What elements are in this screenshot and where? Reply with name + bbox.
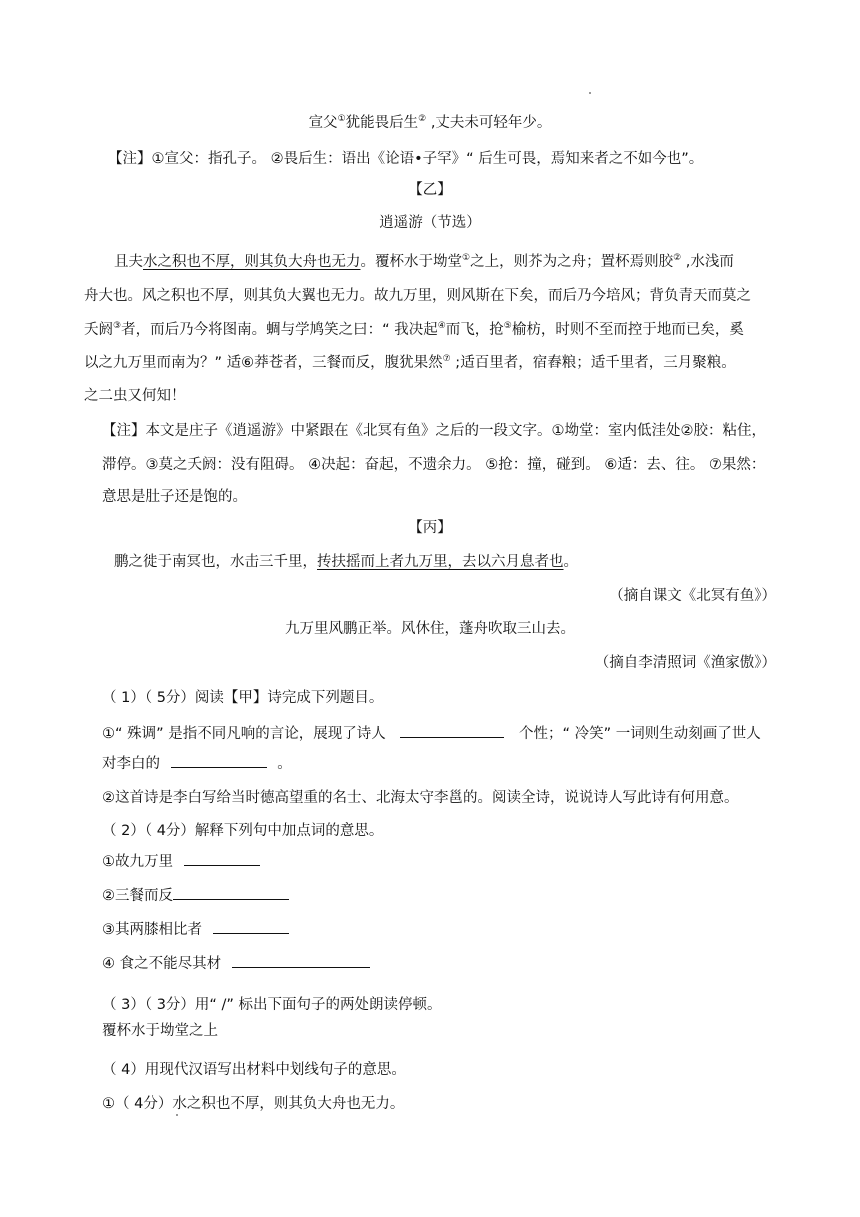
note-line: 意思是肚子还是饱的。 xyxy=(102,489,247,505)
poem-text-c: ,丈夫未可轻年少。 xyxy=(426,115,552,131)
text-title: 逍遥游（节选） xyxy=(379,215,481,231)
footnote-mark: ③ xyxy=(113,321,122,332)
poem-line xyxy=(0,113,860,133)
scan-dot xyxy=(589,92,591,94)
question-2-item: ②三餐而反 xyxy=(102,885,289,906)
question-2-title: （ 2）（ 4分）解释下列句中加点词的意思。 xyxy=(102,823,384,839)
footnote-mark: ② xyxy=(418,114,427,125)
footnote-mark: ⑦ xyxy=(442,354,451,365)
paragraph-line: 鹏之徙于南冥也，水击三千里，抟扶摇而上者九万里，去以六月息者也。 xyxy=(114,554,578,570)
question-2-item: ④ 食之不能尽其材 xyxy=(102,953,370,974)
paragraph-line: 以之九万里而南为？” 适⑥莽苍者，三餐而反，腹犹果然⑦ ;适百里者，宿舂粮；适千里者，三月聚粮。 xyxy=(84,354,736,371)
underlined-sentence: 水之积也不厚，则其负大舟也无力 xyxy=(143,254,361,270)
answer-blank[interactable] xyxy=(213,919,289,934)
footnote-mark: ⑤ xyxy=(503,321,512,332)
section-heading-yi: 【乙】 xyxy=(408,182,452,198)
answer-blank[interactable] xyxy=(400,723,504,738)
question-1-part-1-cont: 对李白的 。 xyxy=(102,753,292,774)
source-citation: （摘自李清照词《渔家傲》） xyxy=(594,655,776,671)
paragraph-line: 夭阏③者，而后乃今将图南。蜩与学鸠笑之曰：“ 我决起④而飞，抢⑤榆枋，时则不至而控于地而已矣，奚 xyxy=(84,321,744,338)
note-line: 滞停。③莫之夭阏：没有阻碍。 ④决起：奋起，不遗余力。 ⑤抢：撞，碰到。 ⑥适：去、往。 ⑦果然： xyxy=(102,457,766,473)
underlined-sentence: 抟扶摇而上者九万里，去以六月息者也 xyxy=(317,554,564,570)
footnote-mark: ① xyxy=(462,253,471,264)
paragraph-line: 且夫水之积也不厚，则其负大舟也无力。覆杯水于坳堂①之上，则芥为之舟；置杯焉则胶② ,水浅而 xyxy=(114,253,734,270)
poem-note: 【注】①宣父：指孔子。 ②畏后生：语出《论语•子罕》“ 后生可畏，焉知来者之不如今也”。 xyxy=(108,151,704,167)
answer-blank[interactable] xyxy=(184,851,260,866)
paragraph-line: 之二虫又何知！ xyxy=(84,388,186,404)
question-2-item: ①故九万里 xyxy=(102,851,260,872)
question-1-title: （ 1）（ 5分）阅读【甲】诗完成下列题目。 xyxy=(102,690,384,706)
answer-blank[interactable] xyxy=(171,753,267,768)
question-4-part-1: ①（ 4分）水之积也不厚，则其负大舟也无力。 xyxy=(102,1096,405,1112)
question-1-part-1: ①“ 殊调” 是指不同凡响的言论，展现了诗人 个性；“ 冷笑” 一词则生动刻画了世人 xyxy=(102,723,761,744)
question-1-part-2: ②这首诗是李白写给当时德高望重的名士、北海太守李邕的。阅读全诗，说说诗人写此诗有何用意。 xyxy=(102,790,739,806)
poem-text-a: 宣父 xyxy=(308,115,338,131)
question-3-sentence: 覆杯水于坳堂之上 xyxy=(102,1023,218,1039)
footnote-mark: ④ xyxy=(437,321,446,332)
footnote-mark: ② xyxy=(673,253,682,264)
scan-dot xyxy=(176,1114,178,1116)
source-citation: （摘自课文《北冥有鱼》） xyxy=(609,588,776,604)
answer-blank[interactable] xyxy=(173,885,289,900)
section-heading-bing: 【丙】 xyxy=(408,520,452,536)
question-3-title: （ 3）（ 3分）用“ /” 标出下面句子的两处朗读停顿。 xyxy=(102,997,442,1013)
question-4-title: （ 4）用现代汉语写出材料中划线句子的意思。 xyxy=(102,1062,406,1078)
note-line: 【注】本文是庄子《逍遥游》中紧跟在《北冥有鱼》之后的一段文字。①坳堂：室内低洼处②胶：粘住， xyxy=(102,423,766,439)
quote-line: 九万里风鹏正举。风休住，蓬舟吹取三山去。 xyxy=(285,621,575,637)
footnote-mark: ① xyxy=(337,114,346,125)
paragraph-line: 舟大也。风之积也不厚，则其负大翼也无力。故九万里，则风斯在下矣，而后乃今培风；背负青天而莫之 xyxy=(84,288,751,304)
poem-text-b: 犹能畏后生 xyxy=(345,115,419,131)
answer-blank[interactable] xyxy=(232,953,370,968)
question-2-item: ③其两膝相比者 xyxy=(102,919,289,940)
